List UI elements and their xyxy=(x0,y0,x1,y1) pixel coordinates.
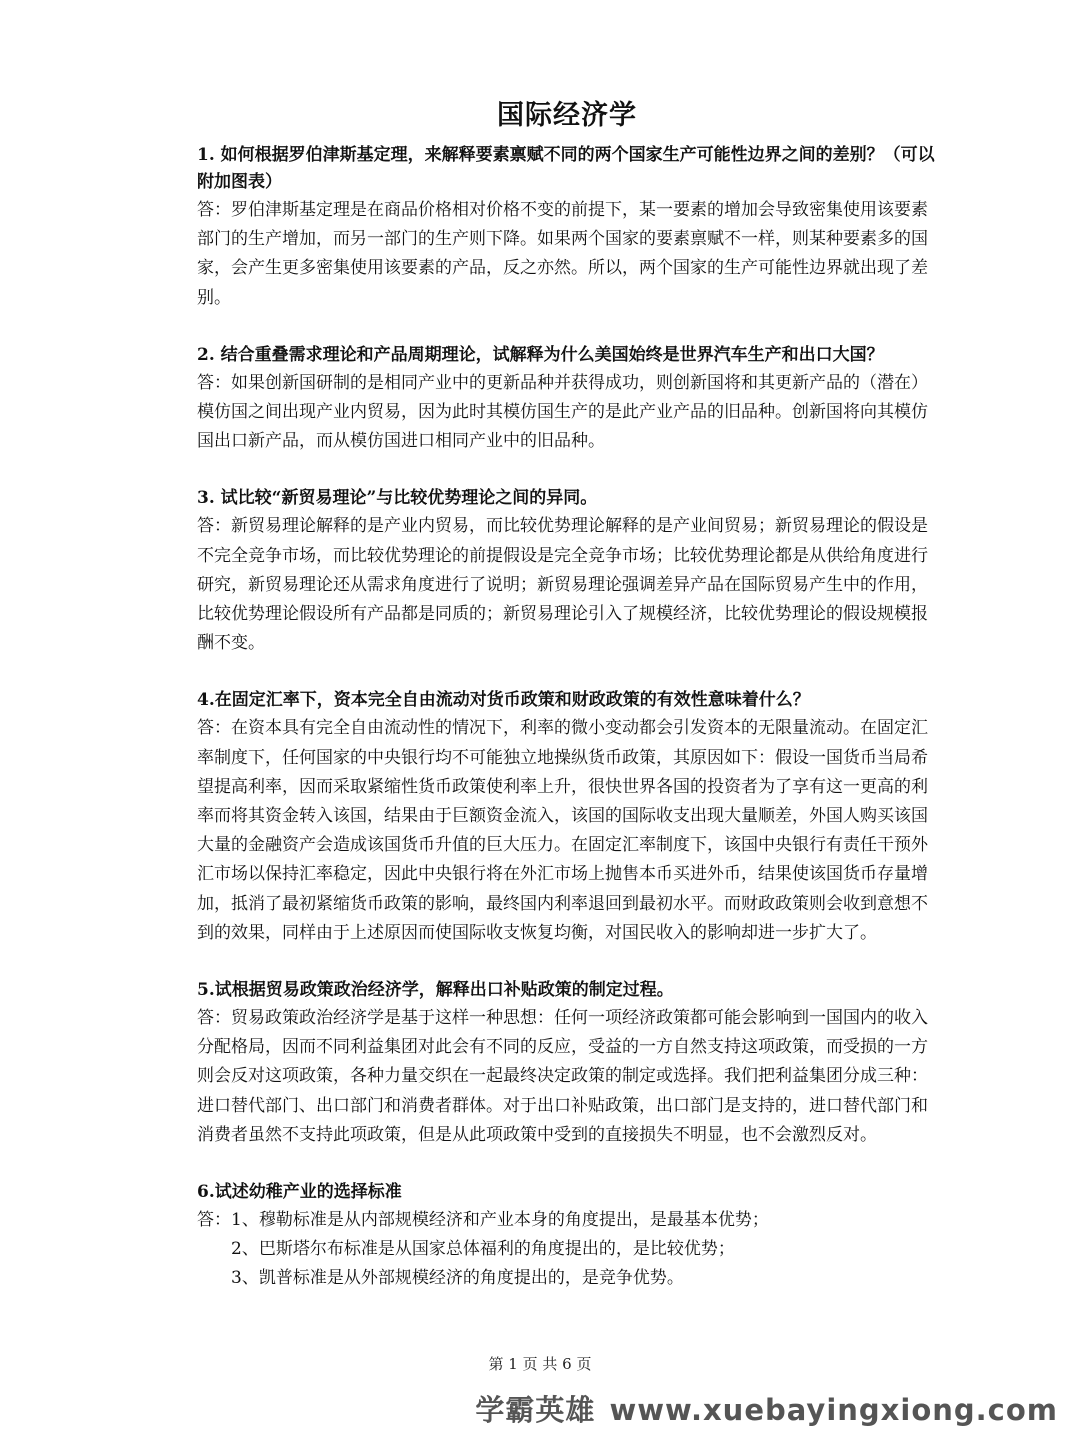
document-page xyxy=(197,96,937,1294)
answer-1: 答：罗伯津斯基定理是在商品价格相对价格不变的前提下，某一要素的增加会导致密集使用该要素部门的生产增加，而另一部门的生产则下降。如果两个国家的要素禀赋不一样，则某种要素多的国家，会产生更多密集使用该要素的产品，反之亦然。所以，两个国家的生产可能性边界就出现了差别。 xyxy=(197,200,928,308)
watermark-brand: 学霸英雄 xyxy=(475,1393,596,1427)
answer-3: 答：新贸易理论解释的是产业内贸易，而比较优势理论解释的是产业间贸易；新贸易理论的假设是不完全竞争市场，而比较优势理论的前提假设是完全竞争市场；比较优势理论都是从供给角度进行研究，新贸易理论还从需求角度进行了说明；新贸易理论强调差异产品在国际贸易产生中的作用，比较优势理论假设所有产品都是同质的；新贸易理论引入了规模经济，比较优势理论的假设规模报酬不变。 xyxy=(197,516,928,654)
answer-4: 答：在资本具有完全自由流动性的情况下，利率的微小变动都会引发资本的无限量流动。在固定汇率制度下，任何国家的中央银行均不可能独立地操纵货币政策，其原因如下：假设一国货币当局希望提高利率，因而采取紧缩性货币政策使利率上升，很快世界各国的投资者为了享有这一更高的利率而将其资金转入该国，结果由于巨额资金流入，该国的国际收支出现大量顺差，外国人购买该国大量的金融资产会造成该国货币升值的巨大压力。在固定汇率制度下，该国中央银行有责任干预外汇市场以保持汇率稳定，因此中央银行将在外汇市场上抛售本币买进外币，结果使该国货币存量增加，抵消了最初紧缩货币政策的影响，最终国内利率退回到最初水平。而财政政策则会收到意想不到的效果，同样由于上述原因而使国际收支恢复均衡，对国民收入的影响却进一步扩大了。 xyxy=(197,718,928,943)
answer-5: 答：贸易政策政治经济学是基于这样一种思想：任何一项经济政策都可能会影响到一国国内的收入分配格局，因而不同利益集团对此会有不同的反应，受益的一方自然支持这项政策，而受损的一方则会反对这项政策，各种力量交织在一起最终决定政策的制定或选择。我们把利益集团分成三种：进口替代部门、出口部门和消费者群体。对于出口补贴政策，出口部门是支持的，进口替代部门和消费者虽然不支持此项政策，但是从此项政策中受到的直接损失不明显，也不会激烈反对。 xyxy=(197,1008,928,1145)
qa-item-6 xyxy=(197,1179,937,1294)
answer-6-line-2: 2、巴斯塔尔布标准是从国家总体福利的角度提出的，是比较优势； xyxy=(231,1239,735,1260)
section-gap xyxy=(197,313,937,342)
qa-item-2 xyxy=(197,342,937,457)
document-title: 国际经济学 xyxy=(497,100,637,131)
watermark-site: www.xuebayingxiong.com xyxy=(609,1393,1058,1427)
section-gap xyxy=(197,1150,937,1179)
qa-item-1 xyxy=(197,142,937,313)
answer-6-list xyxy=(197,1206,937,1294)
question-1: 1. 如何根据罗伯津斯基定理，来解释要素禀赋不同的两个国家生产可能性边界之间的差别？（可以附加图表） xyxy=(197,145,935,192)
qa-item-5 xyxy=(197,977,937,1150)
section-gap xyxy=(197,948,937,977)
section-gap xyxy=(197,658,937,687)
section-gap xyxy=(197,456,937,485)
answer-6-line-3: 3、凯普标准是从外部规模经济的角度提出的，是竞争优势。 xyxy=(231,1268,684,1289)
question-6: 6.试述幼稚产业的选择标准 xyxy=(197,1182,402,1203)
question-2: 2. 结合重叠需求理论和产品周期理论，试解释为什么美国始终是世界汽车生产和出口大国？ xyxy=(197,344,884,365)
question-3: 3. 试比较“新贸易理论”与比较优势理论之间的异同。 xyxy=(197,488,598,509)
question-4: 4.在固定汇率下，资本完全自由流动对货币政策和财政政策的有效性意味着什么？ xyxy=(197,690,810,711)
answer-2: 答：如果创新国研制的是相同产业中的更新品种并获得成功，则创新国将和其更新产品的（潜在）模仿国之间出现产业内贸易，因为此时其模仿国生产的是此产业产品的旧品种。创新国将向其模仿国出口新产品，而从模仿国进口相同产业中的旧品种。 xyxy=(197,372,928,452)
answer-6-line-1: 答：1、穆勒标准是从内部规模经济和产业本身的角度提出，是最基本优势； xyxy=(197,1210,769,1231)
qa-item-4 xyxy=(197,687,937,948)
question-5: 5.试根据贸易政策政治经济学，解释出口补贴政策的制定过程。 xyxy=(197,980,674,1001)
page-footer: 第 1 页 共 6 页 xyxy=(488,1355,592,1373)
qa-item-3 xyxy=(197,485,937,658)
watermark xyxy=(475,1388,1058,1429)
